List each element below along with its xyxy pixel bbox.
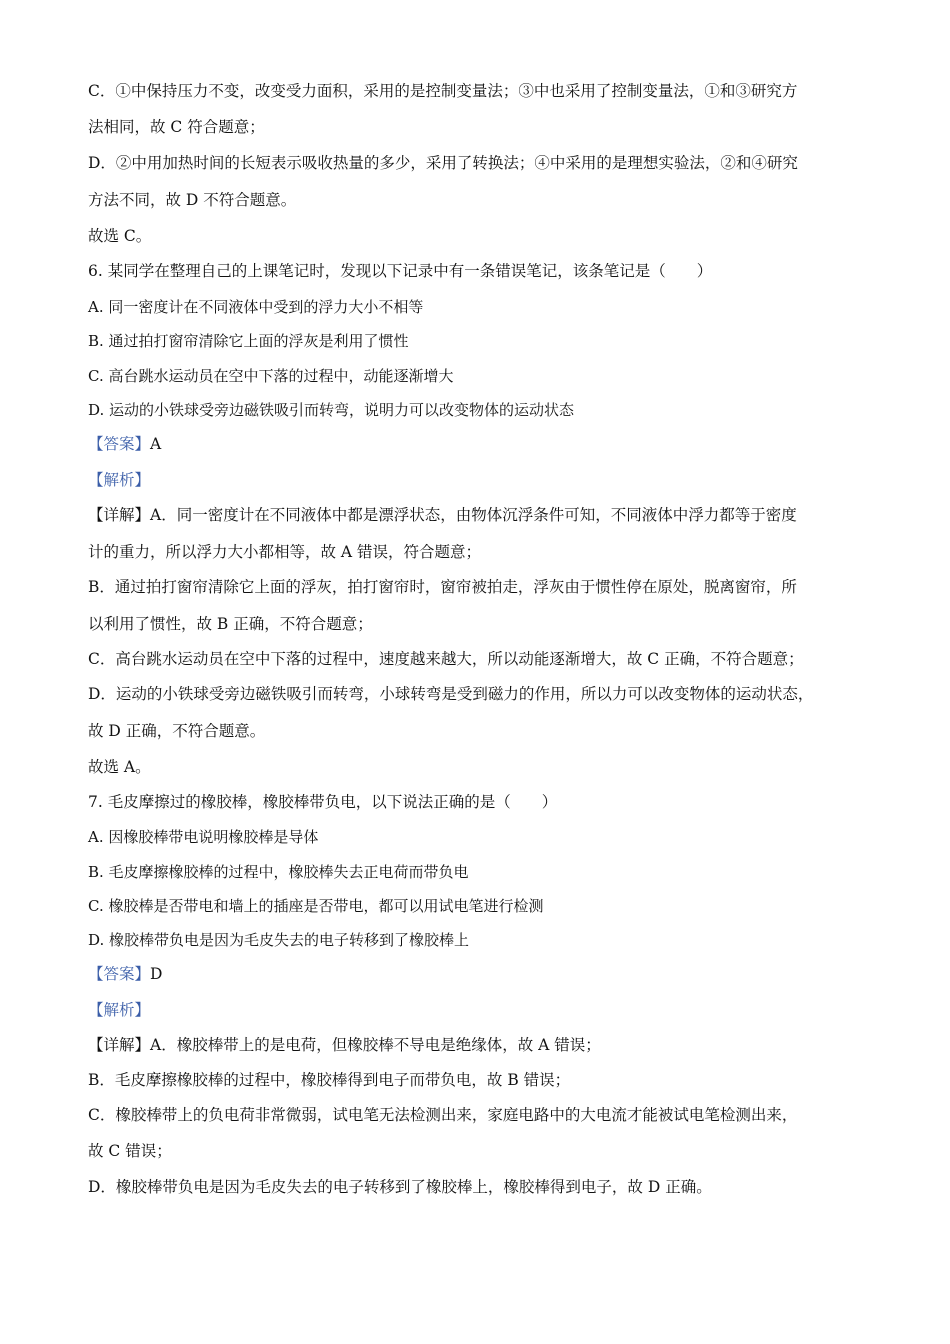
q7-analysis-tag: 【解析】 [88, 1001, 151, 1019]
q6-detail-line5: C．高台跳水运动员在空中下落的过程中，速度越来越大，所以动能逐渐增大，故 C 正确，不符合题意； [88, 650, 804, 668]
q6-answer-value: A [150, 435, 162, 453]
answer-tag: 【答案】 [88, 965, 151, 983]
q6-detail-line3: B．通过拍打窗帘清除它上面的浮灰，拍打窗帘时，窗帘被拍走，浮灰由于惯性停在原处，脱离窗帘，所 [88, 578, 797, 596]
detail-tag: 【详解】 [88, 506, 151, 524]
answer-tag: 【答案】 [88, 435, 151, 453]
q6-detail-line2: 计的重力，所以浮力大小都相等，故 A 错误，符合题意； [88, 543, 482, 561]
q7-option-c: C. 橡胶棒是否带电和墙上的插座是否带电，都可以用试电笔进行检测 [88, 897, 544, 915]
q7-option-b: B. 毛皮摩擦橡胶棒的过程中，橡胶棒失去正电荷而带负电 [88, 863, 469, 881]
q6-answer-row [88, 434, 161, 454]
q7-detail-line4: 故 C 错误； [88, 1142, 172, 1160]
q7-detail-line2: B．毛皮摩擦橡胶棒的过程中，橡胶棒得到电子而带负电，故 B 错误； [88, 1071, 571, 1089]
q6-option-b: B. 通过拍打窗帘清除它上面的浮灰是利用了惯性 [88, 332, 409, 350]
q7-answer-row [88, 964, 162, 984]
detail-tag: 【详解】 [88, 1036, 151, 1054]
q6-detail-line4: 以利用了惯性，故 B 正确，不符合题意； [88, 615, 373, 633]
q7-detail-a-text: A．橡胶棒带上的是电荷，但橡胶棒不导电是绝缘体，故 A 错误； [150, 1036, 601, 1054]
q6-option-a: A. 同一密度计在不同液体中受到的浮力大小不相等 [88, 298, 424, 316]
q7-detail-line1 [88, 1035, 601, 1055]
q6-detail-line6: D．运动的小铁球受旁边磁铁吸引而转弯，小球转弯是受到磁力的作用，所以力可以改变物体的运动状态， [88, 685, 814, 703]
q7-detail-line3: C．橡胶棒带上的负电荷非常微弱，试电笔无法检测出来，家庭电路中的大电流才能被试电笔检测出来， [88, 1106, 798, 1124]
q5-option-d-explanation-line2: 方法不同，故 D 不符合题意。 [88, 191, 297, 209]
q6-detail-a-text: A．同一密度计在不同液体中都是漂浮状态，由物体沉浮条件可知，不同液体中浮力都等于密度 [150, 506, 797, 524]
q7-answer-value: D [150, 965, 163, 983]
q6-detail-line1 [88, 505, 797, 525]
q7-detail-line5: D．橡胶棒带负电是因为毛皮失去的电子转移到了橡胶棒上，橡胶棒得到电子，故 D 正确。 [88, 1178, 712, 1196]
q7-stem: 7. 毛皮摩擦过的橡胶棒，橡胶棒带负电，以下说法正确的是（ ） [88, 793, 558, 811]
q5-option-c-explanation-line1: C．①中保持压力不变，改变受力面积，采用的是控制变量法；③中也采用了控制变量法，①和③研究方 [88, 82, 798, 100]
q6-final-choice: 故选 A。 [88, 758, 151, 776]
q5-option-d-explanation-line1: D．②中用加热时间的长短表示吸收热量的多少，采用了转换法；④中采用的是理想实验法，②和④研究 [88, 154, 798, 172]
q5-option-c-explanation-line2: 法相同，故 C 符合题意； [88, 118, 265, 136]
q7-option-d: D. 橡胶棒带负电是因为毛皮失去的电子转移到了橡胶棒上 [88, 931, 470, 949]
q6-detail-line7: 故 D 正确，不符合题意。 [88, 722, 266, 740]
q6-analysis-tag: 【解析】 [88, 471, 151, 489]
q5-final-choice: 故选 C。 [88, 227, 152, 245]
q6-stem: 6. 某同学在整理自己的上课笔记时，发现以下记录中有一条错误笔记，该条笔记是（ ） [88, 262, 713, 280]
q6-option-d: D. 运动的小铁球受旁边磁铁吸引而转弯，说明力可以改变物体的运动状态 [88, 401, 575, 419]
q6-option-c: C. 高台跳水运动员在空中下落的过程中，动能逐渐增大 [88, 367, 454, 385]
q7-option-a: A. 因橡胶棒带电说明橡胶棒是导体 [88, 828, 319, 846]
